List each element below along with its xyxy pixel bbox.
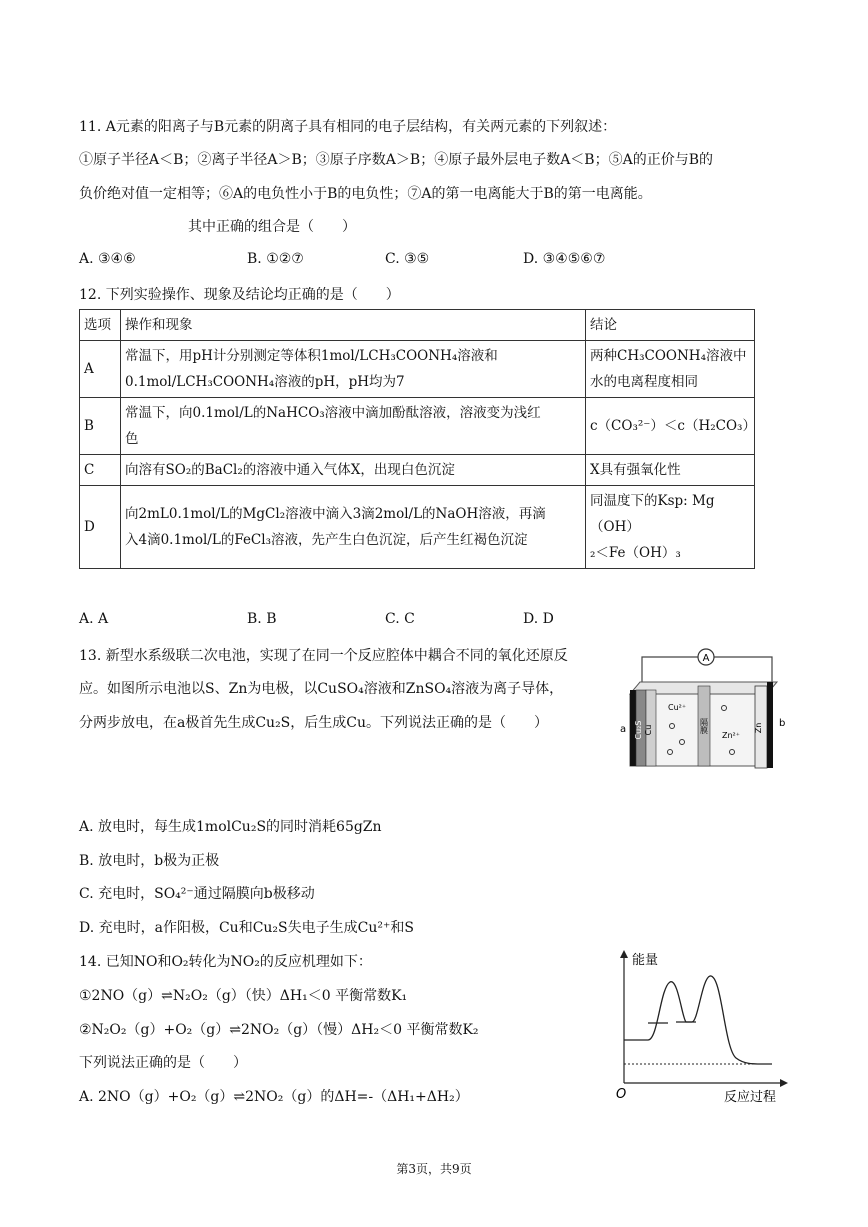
q13-option-d: D. 充电时，a作阳极，Cu和Cu₂S失电子生成Cu²⁺和S [79,920,414,936]
row-operation [121,398,586,455]
q14-step2: ②N₂O₂（g）+O₂（g）⇌2NO₂（g）（慢）ΔH₂＜0 平衡常数K₂ [79,1022,479,1038]
operation-line: 常温下，用pH计分别测定等体积1mol/LCH₃COONH₄溶液和 [125,348,498,364]
q13-line2: 应。如图所示电池以S、Zn为电极，以CuSO₄溶液和ZnSO₄溶液为离子导体， [79,681,564,697]
conclusion-line: 两种CH₃COONH₄溶液中 [590,348,747,364]
header-option: 选项 [80,310,121,341]
table-row [80,398,755,455]
row-conclusion: c（CO₃²⁻）＜c（H₂CO₃） [586,398,755,455]
table-row [80,455,755,486]
q13-option-a: A. 放电时，每生成1molCu₂S的同时消耗65gZn [79,819,382,835]
row-operation [121,486,586,569]
cu-label: Cu [644,724,653,736]
operation-line: 向2mL0.1mol/L的MgCl₂溶液中滴入3滴2mol/L的NaOH溶液，再滴 [125,506,546,522]
x-axis-label: 反应过程 [724,1090,777,1105]
q12-option-a: A. A [79,611,109,627]
operation-line: 色 [125,431,139,447]
row-conclusion: X具有强氧化性 [586,455,755,486]
conclusion-line: 水的电离程度相同 [590,374,698,390]
q11-stem: 11. A元素的阳离子与B元素的阴离子具有相同的电子层结构，有关两元素的下列叙述： [79,119,617,135]
battery-diagram [612,642,792,772]
q14-stem: 14. 已知NO和O₂转化为NO₂的反应机理如下： [79,954,372,970]
table-row [80,486,755,569]
x-axis-arrow-icon [780,1079,788,1087]
conclusion-line: 同温度下的Ksp: Mg（OH） [590,493,715,535]
row-option: B [80,398,121,455]
operation-line: 0.1mol/LCH₃COONH₄溶液的pH，pH均为7 [125,374,405,390]
zn-ion-label: Zn²⁺ [722,731,740,740]
ammeter-label: A [702,653,710,664]
origin-label: O [616,1087,627,1102]
q13-option-c: C. 充电时，SO₄²⁻通过隔膜向b极移动 [79,886,315,902]
row-operation: 向溶有SO₂的BaCl₂的溶液中通入气体X，出现白色沉淀 [121,455,586,486]
table-header-row [80,310,755,341]
q12-option-d: D. D [523,611,554,627]
q13-line3: 分两步放电，在a极首先生成Cu₂S，后生成Cu。下列说法正确的是（ ） [79,715,549,731]
cu-ion-label: Cu²⁺ [668,703,687,712]
row-option: D [80,486,121,569]
q11-option-a: A. ③④⑥ [79,251,136,267]
header-conclusion: 结论 [586,310,755,341]
y-axis-label: 能量 [632,953,659,968]
operation-line: 常温下，向0.1mol/L的NaHCO₃溶液中滴加酚酞溶液，溶液变为浅红 [125,405,541,421]
q12-stem: 12. 下列实验操作、现象及结论均正确的是（ ） [79,287,400,303]
zn-label: Zn [754,722,763,734]
q12-option-b: B. B [247,611,277,627]
q11-option-c: C. ③⑤ [385,251,430,267]
q11-line4: 其中正确的组合是（ ） [188,219,356,235]
q14-ask: 下列说法正确的是（ ） [79,1055,247,1071]
q14-option-a: A. 2NO（g）+O₂（g）⇌2NO₂（g）的ΔH=-（ΔH₁+ΔH₂） [79,1089,469,1105]
electrode-b [767,682,773,768]
membrane-label: 隔膜 [699,718,709,734]
row-option: A [80,341,121,398]
conclusion-line: ₂＜Fe（OH）₃ [590,545,681,561]
row-conclusion [586,486,755,569]
energy-curve [624,976,772,1064]
row-operation [121,341,586,398]
label-b: b [779,718,786,729]
header-operation: 操作和现象 [121,310,586,341]
y-axis-arrow-icon [620,950,628,958]
page-footer: 第3页，共9页 [396,1162,472,1176]
q11-option-d: D. ③④⑤⑥⑦ [523,251,606,267]
q12-option-c: C. C [385,611,415,627]
row-option: C [80,455,121,486]
experiment-table [79,309,755,569]
q13-option-b: B. 放电时，b极为正极 [79,853,220,869]
label-a: a [620,724,627,735]
q11-line2: ①原子半径A＜B；②离子半径A＞B；③原子序数A＞B；④原子最外层电子数A＜B；⑤A的正价与B的 [79,152,713,168]
q13-line1: 13. 新型水系级联二次电池，实现了在同一个反应腔体中耦合不同的氧化还原反 [79,648,568,664]
cu2s-label: Cu₂S [634,720,643,740]
table-row [80,341,755,398]
q14-step1: ①2NO（g）⇌N₂O₂（g）（快）ΔH₁＜0 平衡常数K₁ [79,988,408,1004]
q11-option-b: B. ①②⑦ [247,251,304,267]
row-conclusion [586,341,755,398]
q11-line3: 负价绝对值一定相等；⑥A的电负性小于B的电负性；⑦A的第一电离能大于B的第一电离能。 [79,186,652,202]
energy-diagram [612,948,792,1108]
operation-line: 入4滴0.1mol/L的FeCl₃溶液，先产生白色沉淀，后产生红褐色沉淀 [125,532,528,548]
